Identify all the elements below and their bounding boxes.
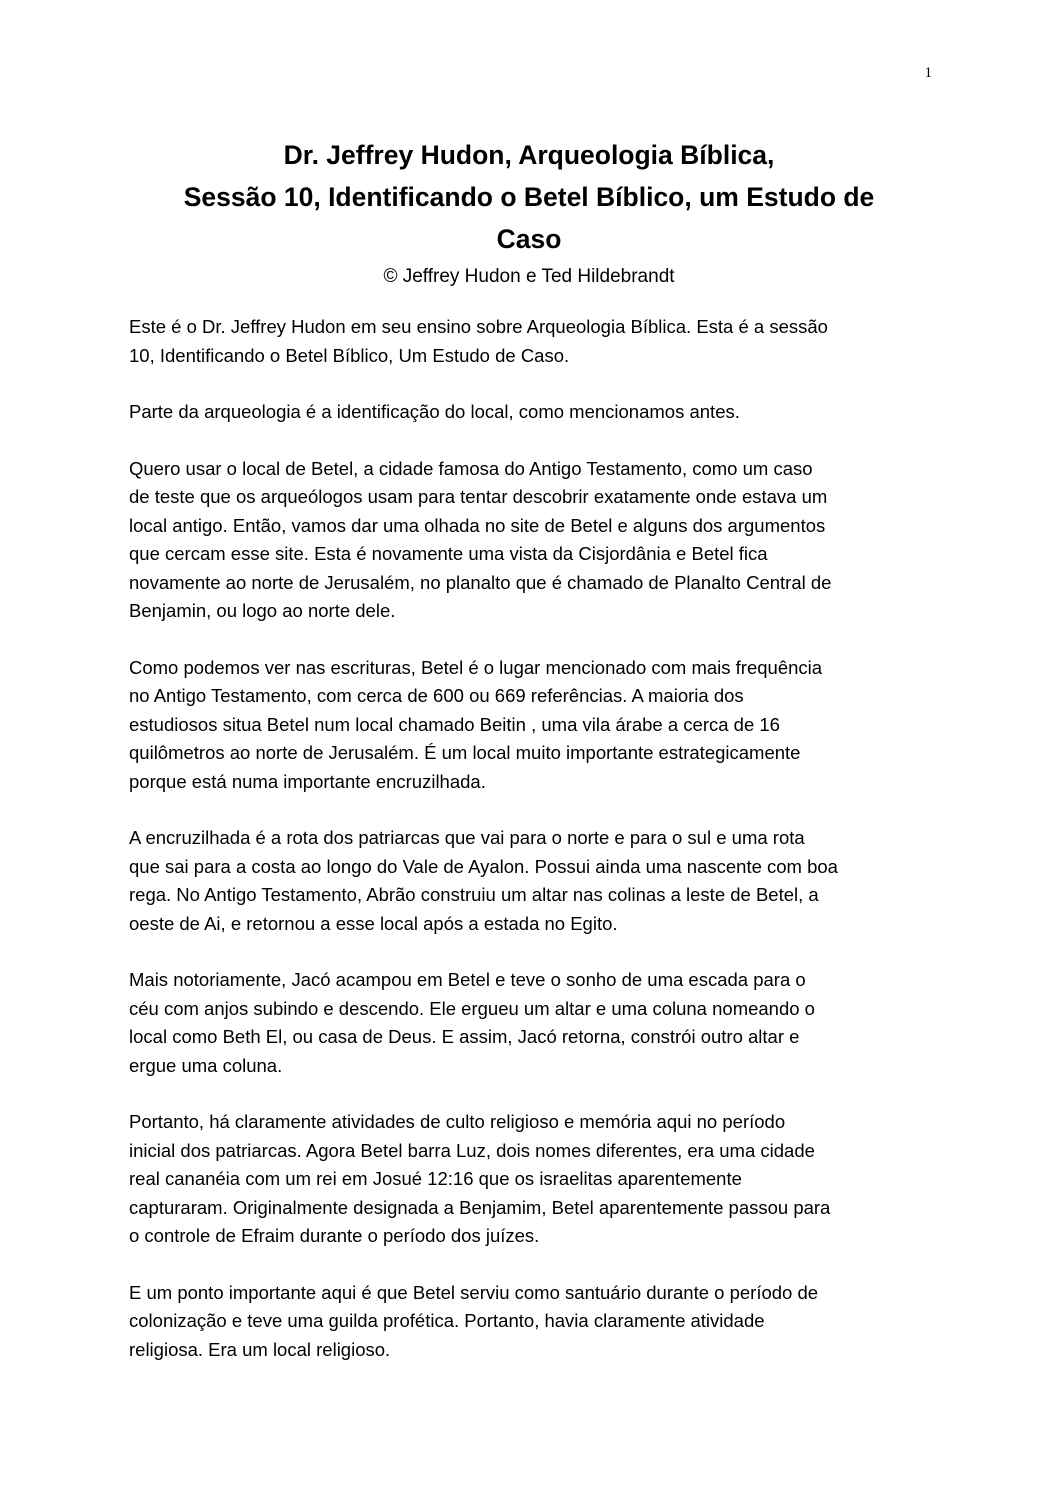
paragraph: [129, 1108, 929, 1251]
text-line: o controle de Efraim durante o período dos juízes.: [129, 1225, 540, 1246]
text-line: real cananéia com um rei em Josué 12:16 que os israelitas aparentemente: [129, 1168, 742, 1189]
text-line: capturaram. Originalmente designada a Benjamim, Betel aparentemente passou para: [129, 1196, 831, 1218]
text-line: oeste de Ai, e retornou a esse local após a estada no Egito.: [129, 912, 618, 934]
document-body: [129, 313, 929, 1392]
text-line: que sai para a costa ao longo do Vale de Ayalon. Possui ainda uma nascente com boa: [129, 855, 838, 877]
text-line: novamente ao norte de Jerusalém, no planalto que é chamado de Planalto Central de: [129, 571, 832, 593]
text-line: Parte da arqueologia é a identificação do local, como mencionamos antes.: [129, 401, 740, 422]
text-line: Este é o Dr. Jeffrey Hudon em seu ensino sobre Arqueologia Bíblica. Esta é a sessão: [129, 316, 828, 337]
text-line: Mais notoriamente, Jacó acampou em Betel e teve o sonho de uma escada para o: [129, 969, 806, 990]
text-line: Como podemos ver nas escrituras, Betel é o lugar mencionado com mais frequência: [129, 656, 823, 678]
text-line: no Antigo Testamento, com cerca de 600 ou 669 referências. A maioria dos: [129, 685, 744, 706]
text-line: estudiosos situa Betel num local chamado Beitin , uma vila árabe a cerca de 16: [129, 713, 780, 735]
paragraph: [129, 654, 929, 797]
paragraph: [129, 313, 929, 370]
paragraph: [129, 966, 929, 1080]
text-line: 10, Identificando o Betel Bíblico, Um Estudo de Caso.: [129, 344, 570, 366]
page-number: 1: [924, 65, 932, 81]
paragraph: [129, 455, 929, 626]
text-line: céu com anjos subindo e descendo. Ele ergueu um altar e uma coluna nomeando o: [129, 997, 815, 1019]
document-header: [110, 134, 948, 292]
copyright-line: © Jeffrey Hudon e Ted Hildebrandt: [383, 266, 675, 287]
paragraph: [129, 1279, 929, 1365]
text-line: ergue uma coluna.: [129, 1054, 283, 1076]
text-line: Quero usar o local de Betel, a cidade famosa do Antigo Testamento, como um caso: [129, 457, 813, 479]
text-line: que cercam esse site. Esta é novamente uma vista da Cisjordânia e Betel fica: [129, 543, 768, 564]
text-line: porque está numa importante encruzilhada.: [129, 770, 486, 792]
title-line: Sessão 10, Identificando o Betel Bíblico, um Estudo de: [183, 182, 875, 212]
text-line: inicial dos patriarcas. Agora Betel barra Luz, dois nomes diferentes, era uma cidade: [129, 1139, 815, 1161]
text-line: Portanto, há claramente atividades de culto religioso e memória aqui no período: [129, 1111, 786, 1132]
text-line: rega. No Antigo Testamento, Abrão construiu um altar nas colinas a leste de Betel, a: [129, 884, 819, 905]
paragraph: [129, 398, 929, 427]
text-line: E um ponto importante aqui é que Betel serviu como santuário durante o período de: [129, 1281, 819, 1303]
title-line: Caso: [496, 224, 562, 254]
paragraph: [129, 824, 929, 938]
text-line: A encruzilhada é a rota dos patriarcas que vai para o norte e para o sul e uma rota: [129, 827, 805, 848]
text-line: quilômetros ao norte de Jerusalém. É um local muito importante estrategicamente: [129, 742, 801, 763]
text-line: local como Beth El, ou casa de Deus. E assim, Jacó retorna, constrói outro altar e: [129, 1026, 800, 1047]
text-line: Benjamin, ou logo ao norte dele.: [129, 600, 396, 621]
title-line: Dr. Jeffrey Hudon, Arqueologia Bíblica,: [283, 140, 775, 170]
text-line: religiosa. Era um local religioso.: [129, 1338, 391, 1360]
text-line: colonização e teve uma guilda profética. Portanto, havia claramente atividade: [129, 1310, 765, 1331]
text-line: de teste que os arqueólogos usam para tentar descobrir exatamente onde estava um: [129, 486, 828, 507]
text-line: local antigo. Então, vamos dar uma olhada no site de Betel e alguns dos argumentos: [129, 514, 826, 536]
